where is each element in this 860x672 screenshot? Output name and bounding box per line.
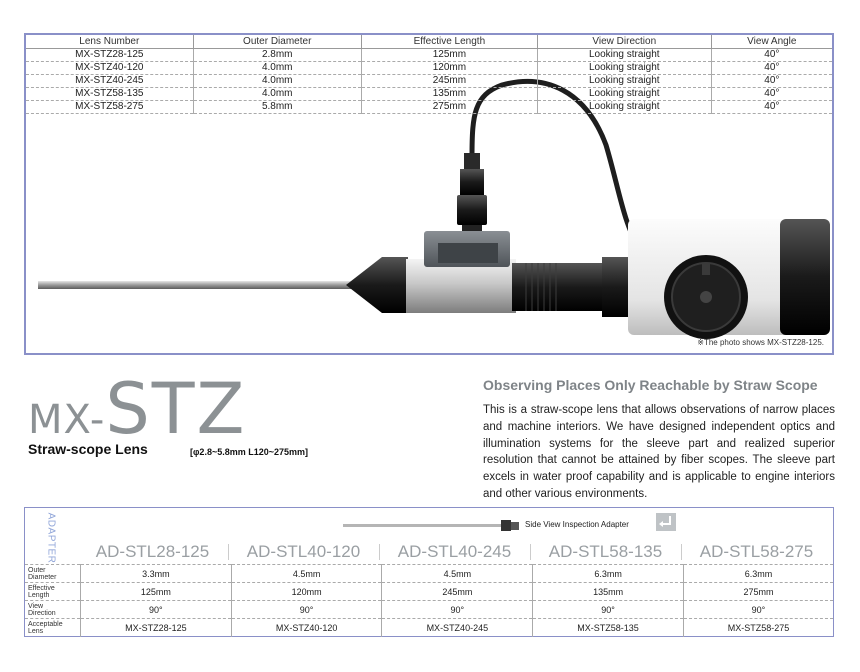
table-cell: MX-STZ28-125 [26,49,193,62]
table-cell: 40° [711,101,832,114]
table-cell: MX-STZ58-135 [26,88,193,101]
table-row [26,62,832,75]
table-row [26,88,832,101]
table-cell: 6.3mm [683,565,833,583]
product-panel [24,33,834,355]
table-cell: MX-STZ40-245 [26,75,193,88]
lens-spec-table [26,35,832,114]
table-cell: MX-STZ40-120 [231,619,382,637]
header-view-direction: View Direction [537,35,711,49]
adapter-illustration [343,516,523,536]
table-cell: MX-STZ40-245 [382,619,533,637]
page-title [28,368,247,450]
model-prefix: MX- [28,397,106,443]
header-outer-diameter: Outer Diameter [193,35,361,49]
table-cell: 3.3mm [81,565,232,583]
table-cell: 2.8mm [193,49,361,62]
table-cell: 90° [683,601,833,619]
table-cell: 6.3mm [533,565,684,583]
adapter-caption: Side View Inspection Adapter [525,520,629,529]
table-cell: 135mm [533,583,684,601]
table-row [25,601,833,619]
table-cell: MX-STZ58-275 [26,101,193,114]
header-view-angle: View Angle [711,35,832,49]
table-row [26,75,832,88]
description-heading: Observing Places Only Reachable by Straw Scope [483,377,818,393]
table-cell: 90° [533,601,684,619]
lens-table-header [26,35,832,49]
table-cell: 135mm [361,88,537,101]
adapter-model-name: AD-STL40-245 [397,542,512,561]
table-cell: Looking straight [537,49,711,62]
table-row [25,565,833,583]
table-cell: 40° [711,75,832,88]
adapter-label-text: ADAPTER [45,512,57,564]
row-label-outer-diameter: Outer Diameter [25,565,81,583]
table-cell: 4.5mm [382,565,533,583]
table-cell: 275mm [683,583,833,601]
table-cell: 120mm [231,583,382,601]
table-row [25,619,833,637]
row-label-view-direction: View Direction [25,601,81,619]
model-suffix: STZ [105,368,247,450]
table-cell: 4.0mm [193,88,361,101]
table-row [26,101,832,114]
table-cell: 90° [81,601,232,619]
spec-range: [φ2.8~5.8mm L120~275mm] [190,447,309,457]
table-cell: Looking straight [537,75,711,88]
table-cell: 40° [711,62,832,75]
description-body: This is a straw-scope lens that allows observations of narrow places and machine interiors. We have designed independent optics and illumination systems for the sleeve part and realized superior resolution that cannot be attained by fiber scopes. The sleeve part excels in water proof capability and is applicable to engine interiors and other various environments. [483,404,835,500]
header-lens-number: Lens Number [26,35,193,49]
row-label-acceptable-lens: Acceptable Lens [25,619,81,637]
adapter-panel [24,507,834,637]
table-cell: 245mm [361,75,537,88]
adapter-model-name: AD-STL58-275 [699,542,814,561]
table-cell: 40° [711,49,832,62]
header-effective-length: Effective Length [361,35,537,49]
photo-note: ※The photo shows MX-STZ28-125. [697,338,824,347]
table-cell: 125mm [361,49,537,62]
adapter-model-name: AD-STL28-125 [95,542,210,561]
adapter-model-row [77,542,833,562]
table-row [25,583,833,601]
adapter-model-name: AD-STL58-135 [548,542,663,561]
table-cell: 4.5mm [231,565,382,583]
table-cell: 4.0mm [193,62,361,75]
table-cell: 90° [231,601,382,619]
table-cell: 245mm [382,583,533,601]
adapter-model-name: AD-STL40-120 [246,542,361,561]
adapter-vertical-label [25,508,77,568]
table-cell: MX-STZ40-120 [26,62,193,75]
table-row [26,49,832,62]
table-cell: 4.0mm [193,75,361,88]
product-subtitle: Straw-scope Lens [28,441,148,457]
table-cell: Looking straight [537,62,711,75]
table-cell: 40° [711,88,832,101]
adapter-spec-table [25,564,833,637]
table-cell: Looking straight [537,88,711,101]
table-cell: MX-STZ58-135 [533,619,684,637]
table-cell: 5.8mm [193,101,361,114]
table-cell: MX-STZ58-275 [683,619,833,637]
table-cell: 120mm [361,62,537,75]
table-cell: 125mm [81,583,232,601]
row-label-effective-length: Effective Length [25,583,81,601]
table-cell: Looking straight [537,101,711,114]
table-cell: MX-STZ28-125 [81,619,232,637]
table-cell: 90° [382,601,533,619]
return-arrow-icon [656,513,676,531]
table-cell: 275mm [361,101,537,114]
